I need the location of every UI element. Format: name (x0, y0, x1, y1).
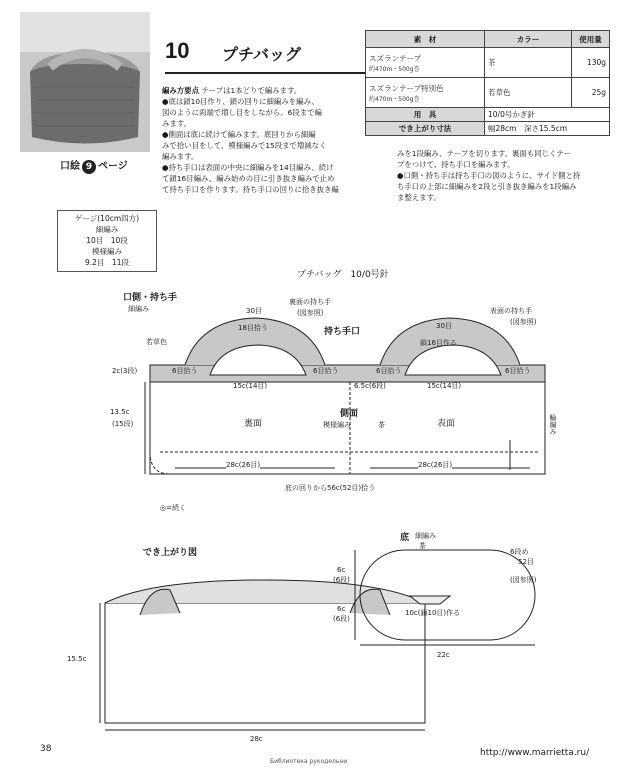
b6rows-bot: (6段) (333, 615, 350, 623)
material-detail: 約470m・500g巻 (369, 95, 420, 103)
instr-line: プをつけて、持ち手口を編みます。 (397, 160, 515, 169)
gauge-row1-value: 10目 10段 (86, 236, 128, 245)
side-color: 茶 (378, 421, 385, 429)
chain16: 鎖16目作る (420, 339, 457, 347)
instr-line: みを1段編み、テープを切ります。裏面も同じくテー (397, 149, 572, 158)
side-pattern: 模様編み (323, 421, 351, 429)
material-amount: 25g (572, 78, 610, 108)
st15a: 15c(14目) (233, 382, 268, 390)
th-color: カラー (485, 31, 572, 48)
pick6a: 6目拾う (172, 367, 198, 375)
instr-line: みます。 (162, 119, 191, 128)
continue-mark: ◎=続く (160, 504, 186, 512)
material-detail: 約470m・500g巻 (369, 65, 420, 73)
instr-line: て持ち手口を作ります。持ち手口の回りに拾き抜き編 (162, 185, 339, 194)
bottom-color: 茶 (419, 542, 426, 550)
b6rows: 6段め (510, 548, 529, 556)
instr-line: 図のように両端で増し目をしながら、6段まで編 (162, 108, 322, 117)
st30a: 30目 (246, 307, 262, 315)
instr-line: ち手口の上部に細編みを2段と引き抜き編みを1段編み (397, 182, 577, 191)
diagram-title: プチバッグ 10/0号針 (297, 270, 389, 280)
pick6b: 6目拾う (313, 367, 339, 375)
project-title: プチバッグ (222, 45, 302, 64)
back-face: 裏面 (244, 419, 263, 429)
size-label: でき上がり寸法 (366, 122, 485, 136)
bottom-pick: 底の回りから56c(52目)拾う (285, 484, 376, 492)
h15rows: (15段) (112, 420, 134, 428)
front-see-fig: (図参照) (510, 318, 537, 326)
front-handle-label: 表面の持ち手 (490, 307, 532, 315)
material-color: 若草色 (485, 78, 572, 108)
material-color: 茶 (485, 48, 572, 78)
h65c: 6.5c(6段) (354, 382, 386, 390)
material-name: スズランテープ (369, 53, 422, 63)
st18: 18目拾う (238, 324, 268, 332)
h135: 13.5c (110, 408, 130, 416)
size-value: 幅28cm 深さ15.5cm (485, 122, 610, 136)
th-material: 素 材 (366, 31, 485, 48)
w28b: 28c(26目) (418, 461, 453, 469)
instr-line: ●側面は底に続けて編みます。底回りから細編 (162, 130, 316, 139)
h2c: 2c(3段) (112, 367, 138, 375)
pick6d: 6目拾う (505, 367, 531, 375)
page-number: 38 (40, 744, 52, 754)
instr-line: みで拾い目をして、模様編みで15段まで増減なく (162, 141, 327, 150)
handle-hole-label: 持ち手口 (324, 327, 361, 337)
b6c-top: 6c (337, 566, 346, 574)
instr-line: ●口側・持ち手は持ち手口の図のように、サイド側と持 (397, 171, 581, 180)
b6c-bot: 6c (337, 605, 346, 613)
project-number: 10 (165, 38, 190, 63)
b10c: 10c(鎖10目)作る (405, 609, 461, 617)
gauge-row1-label: 細編み (95, 225, 119, 234)
front-face: 表面 (437, 419, 456, 429)
gauge-row2-label: 模様編み (92, 247, 122, 256)
material-name: スズランテープ特別色 (369, 83, 444, 93)
material-amount: 130g (572, 48, 610, 78)
instr-line: テープは1本どりで編みます。 (201, 86, 302, 95)
finished-bag-body (105, 603, 425, 723)
bottom-title: 底 (400, 533, 410, 543)
bottom-curve (150, 452, 170, 474)
b6rows-top: (6段) (333, 576, 350, 584)
w28a: 28c(26目) (226, 461, 261, 469)
instr-line: ●持ち手口は表面の中央に細編みを14目編み、続け (162, 163, 334, 172)
mouth-sub: 細編み (128, 305, 149, 313)
tool-label: 用 具 (366, 108, 485, 122)
kuchie-suffix: ページ (98, 161, 128, 172)
pick6c: 6目拾う (376, 367, 402, 375)
instr-line: て鎖16目編み、編み始めの目に引き抜き編みで止め (162, 174, 335, 183)
side-label: 側面 (340, 409, 359, 419)
fin-width: 28c (250, 735, 263, 743)
wakakusa-label: 若草色 (146, 338, 167, 346)
th-amount: 使用量 (572, 31, 610, 48)
footer-library: Библиотека рукодельни (270, 758, 348, 765)
b52: 52目 (518, 558, 534, 566)
kuchie-num: 9 (82, 160, 96, 174)
instructions-label: 編み方要点 (162, 86, 199, 95)
tool-value: 10/0号かぎ針 (485, 108, 610, 122)
bottom-sub: 細編み (415, 532, 436, 540)
b22c: 22c (437, 651, 450, 659)
gauge-title: ゲージ(10cm四方) (74, 214, 140, 223)
instr-line: ●底は鎖10目作り、鎖の回りに細編みを編み、 (162, 97, 319, 106)
mouth-label: 口側・持ち手 (123, 293, 178, 303)
kuchie-label: 口絵 (60, 161, 80, 172)
instr-line: 編みます。 (162, 152, 199, 161)
instr-line: ま整えます。 (397, 193, 441, 202)
finished-title: でき上がり図 (143, 548, 198, 558)
st30b: 30目 (436, 322, 452, 330)
ring-label: 輪編み (549, 414, 557, 435)
footer-url[interactable]: http://www.marrietta.ru/ (480, 748, 590, 758)
back-handle-label: 裏面の持ち手 (289, 298, 331, 306)
back-see-fig: (図参照) (297, 309, 324, 317)
st15b: 15c(14目) (427, 382, 462, 390)
fin-height: 15.5c (67, 655, 87, 663)
bottom-see-fig: (図参照) (510, 576, 537, 584)
gauge-row2-value: 9.2目 11段 (85, 258, 129, 267)
